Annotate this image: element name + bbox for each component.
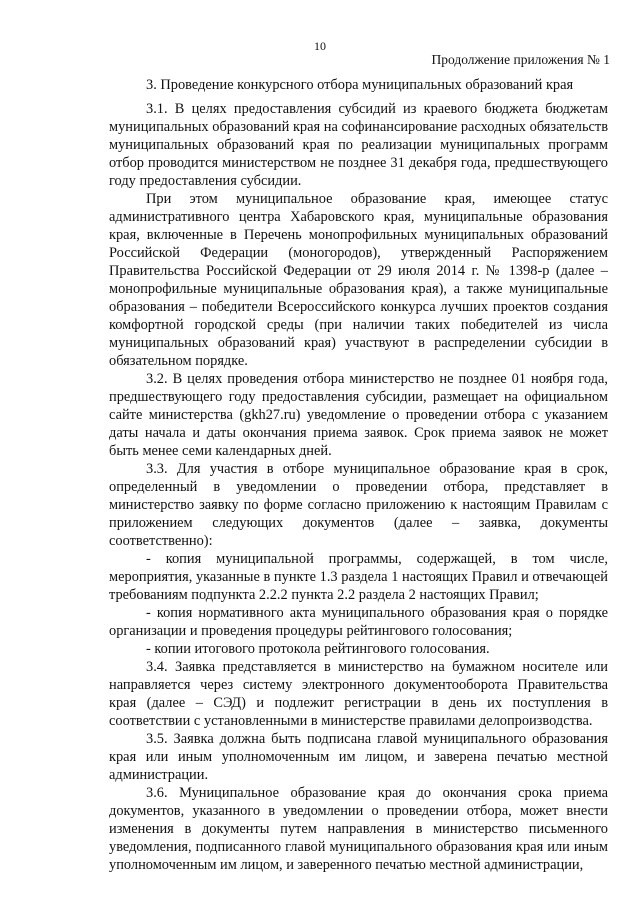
paragraph-3-2: 3.2. В целях проведения отбора министерство не позднее 01 ноября года, предшествующего году предоставления субсидии, размещает на официальном сайте министерства (gkh27.ru) уведомление о проведении отбора с указанием даты начала и даты окончания приема заявок. Срок приема заявок не может быть менее семи календарных дней. (109, 371, 608, 459)
page-number: 10 (314, 39, 326, 53)
paragraph-3-6: 3.6. Муниципальное образование края до окончания срока приема документов, указанного в уведомлении о проведении отбора, может внести изменения в документы путем направления в министерство письменного уведомления, подписанного главой муниципального образования края или иным уполномоченным им лицом, и заверенного печатью местной администрации, (109, 785, 608, 873)
paragraph-3-4: 3.4. Заявка представляется в министерство на бумажном носителе или направляется через систему электронного документооборота Правительства края (далее – СЭД) и подлежит регистрации в день их поступления в соответствии с установленными в министерстве правилами делопроизводства. (109, 659, 608, 729)
paragraph-3-3: 3.3. Для участия в отборе муниципальное образование края в срок, определенный в уведомлении о проведении отбора, представляет в министерство заявку по форме согласно приложению к настоящим Правилам с приложением следующих документов (далее – заявка, документы соответственно): (109, 461, 608, 549)
paragraph-3-5: 3.5. Заявка должна быть подписана главой муниципального образования края или иным уполномоченным им лицом, и заверена печатью местной администрации. (109, 731, 608, 783)
list-item-normative-act: - копия нормативного акта муниципального образования края о порядке организации и проведения процедуры рейтингового голосования; (109, 605, 608, 639)
document-body (109, 76, 608, 874)
appendix-continuation-note: Продолжение приложения № 1 (431, 52, 610, 67)
paragraph-participants: При этом муниципальное образование края, имеющее статус административного центра Хабаровского края, муниципальные образования края, включенные в Перечень монопрофильных муниципальных образований Российской Федерации (моногородов), утвержденный Распоряжением Правительства Российской Федерации от 29 июля 2014 г. № 1398-р (далее – монопрофильные муниципальные образования края), а также муниципальные образования – победители Всероссийского конкурса лучших проектов создания комфортной городской среды (при наличии таких победителей из числа муниципальных образований края) участвуют в распределении субсидии в обязательном порядке. (109, 191, 608, 369)
list-item-program-copy: - копия муниципальной программы, содержащей, в том числе, мероприятия, указанные в пункте 1.3 раздела 1 настоящих Правил и отвечающей требованиям подпункта 2.2.2 пункта 2.2 раздела 2 настоящих Правил; (109, 551, 608, 603)
list-item-protocol-copies: - копии итогового протокола рейтингового голосования. (146, 641, 490, 657)
paragraph-3-1: 3.1. В целях предоставления субсидий из краевого бюджета бюджетам муниципальных образований края на софинансирование расходных обязательств муниципальных образований края по реализации муниципальных программ отбор проводится министерством не позднее 31 декабря года, предшествующего году предоставления субсидии. (109, 101, 608, 189)
section-heading: 3. Проведение конкурсного отбора муниципальных образований края (146, 77, 574, 93)
